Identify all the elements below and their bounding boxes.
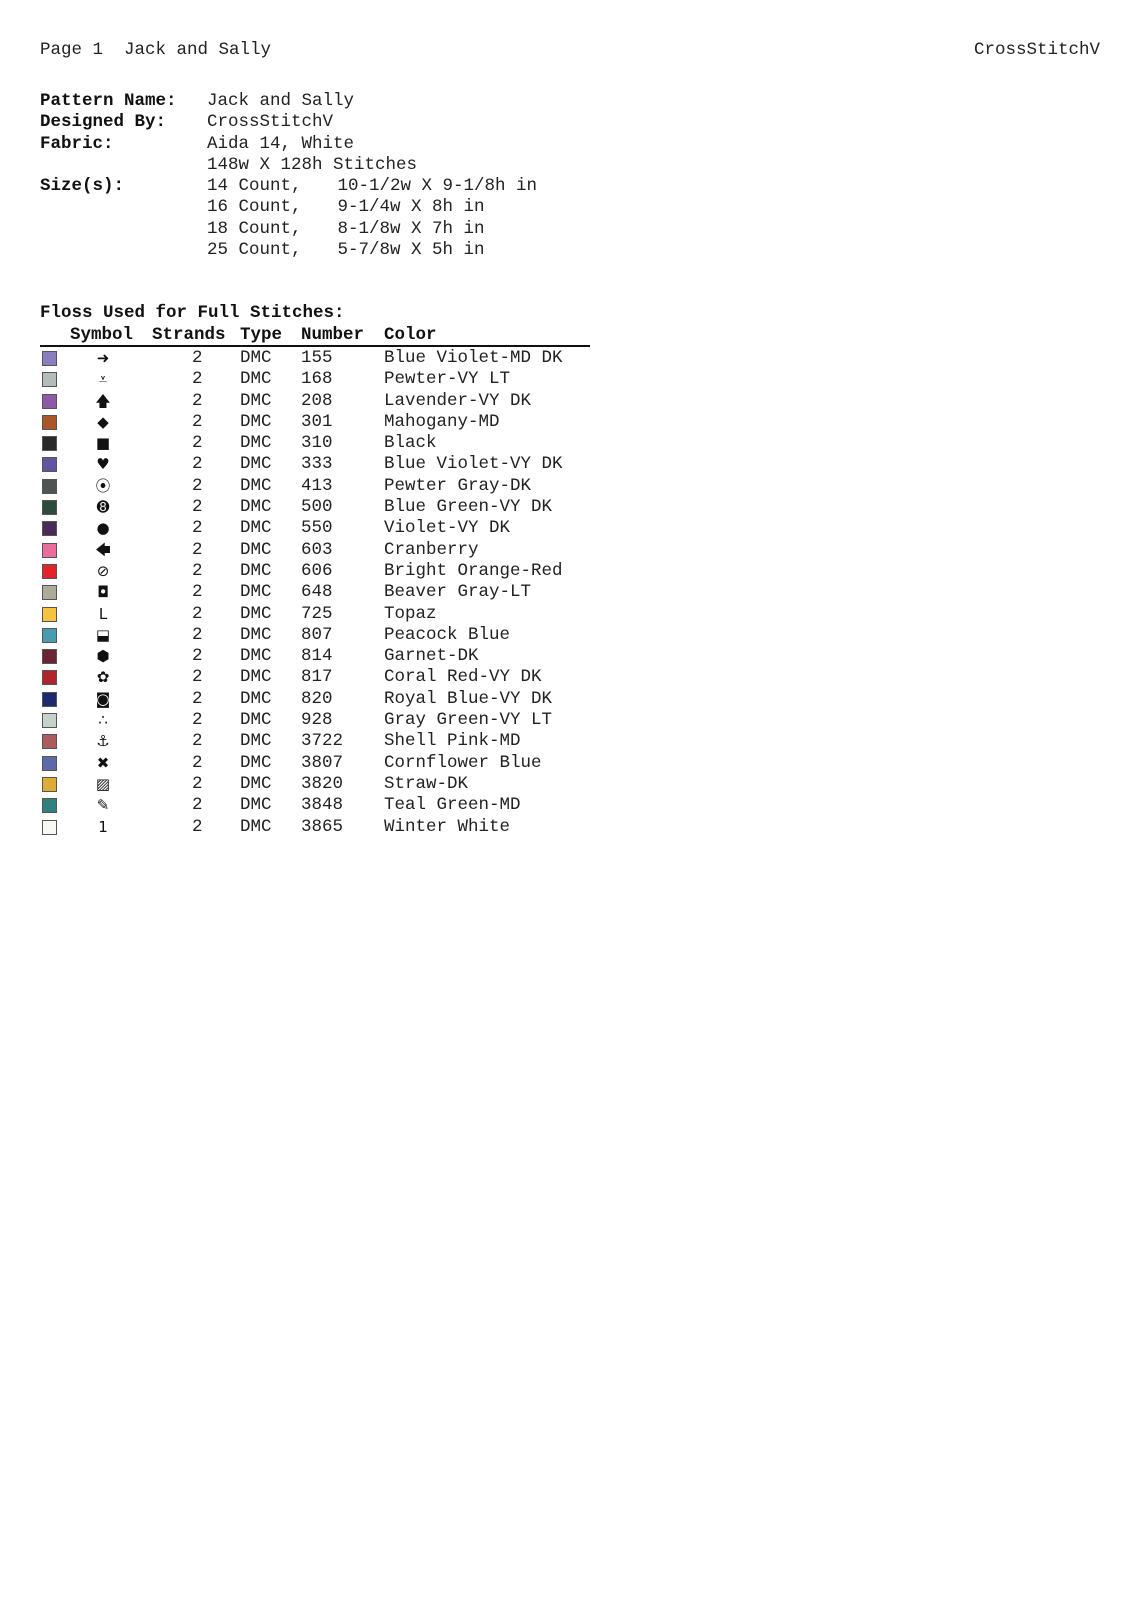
floss-row [40, 540, 590, 561]
number-value: 155 [301, 348, 333, 368]
number-value: 814 [301, 646, 333, 667]
floss-row [40, 433, 590, 454]
floss-row [40, 348, 590, 369]
page-number: Page 1 [40, 40, 104, 60]
strands-value: 2 [192, 688, 203, 709]
header-title: Jack and Sally [124, 40, 272, 60]
designer-row [40, 112, 537, 133]
color-swatch [42, 777, 57, 792]
size-row [40, 219, 537, 240]
star-underline-icon: ⩡ [98, 370, 108, 389]
strands-value: 2 [192, 348, 203, 368]
color-swatch [42, 607, 57, 622]
diamond-icon: ◆ [97, 412, 109, 431]
floss-row [40, 710, 590, 731]
strands-value: 2 [192, 433, 203, 454]
stitches-row [40, 155, 537, 176]
color-swatch [42, 798, 57, 813]
floss-row [40, 795, 590, 816]
color-name: Topaz [384, 603, 437, 624]
type-value: DMC [240, 411, 272, 432]
heart-icon: ♥ [96, 455, 110, 474]
number-value: 500 [301, 497, 333, 518]
number-value: 3722 [301, 731, 344, 752]
color-name: Straw-DK [384, 773, 469, 794]
hatched-square-icon: ▨ [95, 774, 111, 793]
pattern-name-value: Jack and Sally [207, 91, 355, 111]
color-name: Shell Pink-MD [384, 731, 521, 752]
column-header-symbol: Symbol [70, 325, 134, 345]
color-swatch [42, 479, 57, 494]
color-name: Blue Violet-MD DK [384, 348, 563, 368]
color-swatch [42, 351, 57, 366]
size-dimensions: 5-7/8w X 5h in [337, 240, 485, 261]
floss-row [40, 646, 590, 667]
number-value: 606 [301, 560, 333, 581]
circle-icon: ● [96, 519, 110, 538]
strands-value: 2 [192, 582, 203, 603]
arrow-up-icon: 🡅 [95, 391, 111, 410]
type-value: DMC [240, 560, 272, 581]
color-swatch [42, 585, 57, 600]
square-icon: ■ [95, 434, 111, 453]
arrow-left-icon: 🡄 [95, 540, 111, 559]
color-swatch [42, 564, 57, 579]
hexagon-icon: ⬢ [96, 647, 110, 666]
strands-value: 2 [192, 752, 203, 773]
inverse-circle-square-icon: ◙ [95, 689, 111, 708]
floss-row [40, 667, 590, 688]
floss-row [40, 753, 590, 774]
floss-row [40, 689, 590, 710]
slashed-circle-icon: ⊘ [96, 561, 110, 580]
number-value: 413 [301, 475, 333, 496]
fabric-row [40, 134, 537, 155]
color-name: Garnet-DK [384, 646, 479, 667]
color-name: Teal Green-MD [384, 795, 521, 816]
number-value: 3848 [301, 795, 344, 816]
number-value: 725 [301, 603, 333, 624]
stitch-count: 148w X 128h Stitches [207, 154, 418, 175]
type-value: DMC [240, 816, 272, 837]
strands-value: 2 [192, 773, 203, 794]
designer-value: CrossStitchV [207, 112, 334, 133]
number-value: 817 [301, 667, 333, 688]
type-value: DMC [240, 773, 272, 794]
strands-value: 2 [192, 560, 203, 581]
anchor-icon: ⚓ [96, 732, 110, 751]
color-name: Bright Orange-Red [384, 560, 563, 581]
color-name: Cranberry [384, 539, 479, 560]
color-swatch [42, 820, 57, 835]
type-value: DMC [240, 752, 272, 773]
strands-value: 2 [192, 667, 203, 688]
color-name: Winter White [384, 816, 511, 837]
half-square-icon: ⬓ [95, 625, 111, 644]
number-value: 333 [301, 454, 333, 475]
color-name: Peacock Blue [384, 624, 511, 645]
page-header-left [40, 40, 271, 60]
floss-row [40, 582, 590, 603]
pattern-info [40, 91, 537, 261]
floss-table-body [40, 347, 590, 838]
size-row [40, 176, 537, 197]
color-swatch [42, 734, 57, 749]
type-value: DMC [240, 475, 272, 496]
color-swatch [42, 394, 57, 409]
number-value: 820 [301, 688, 333, 709]
size-count: 18 Count, [207, 218, 302, 239]
color-name: Gray Green-VY LT [384, 710, 553, 731]
type-value: DMC [240, 348, 272, 368]
type-value: DMC [240, 582, 272, 603]
number-value: 208 [301, 390, 333, 411]
floss-row [40, 454, 590, 475]
size-dimensions: 10-1/2w X 9-1/8h in [337, 176, 538, 197]
flower-icon: ✿ [96, 668, 110, 687]
floss-table [40, 323, 590, 838]
floss-row [40, 731, 590, 752]
number-value: 807 [301, 624, 333, 645]
column-header-number: Number [301, 325, 365, 345]
type-value: DMC [240, 454, 272, 475]
floss-row [40, 774, 590, 795]
color-name: Blue Violet-VY DK [384, 454, 563, 475]
floss-section-title: Floss Used for Full Stitches: [40, 303, 345, 323]
strands-value: 2 [192, 646, 203, 667]
floss-row [40, 412, 590, 433]
color-swatch [42, 436, 57, 451]
type-value: DMC [240, 369, 272, 390]
color-swatch [42, 713, 57, 728]
color-name: Violet-VY DK [384, 518, 511, 539]
number-value: 603 [301, 539, 333, 560]
type-value: DMC [240, 646, 272, 667]
three-dots-icon: ∴ [98, 711, 108, 730]
color-swatch [42, 628, 57, 643]
type-value: DMC [240, 497, 272, 518]
type-value: DMC [240, 390, 272, 411]
number-value: 3820 [301, 773, 344, 794]
type-value: DMC [240, 731, 272, 752]
floss-row [40, 476, 590, 497]
strands-value: 2 [192, 816, 203, 837]
number-value: 310 [301, 433, 333, 454]
size-label: Size(s): [40, 176, 125, 197]
color-name: Cornflower Blue [384, 752, 542, 773]
size-count: 16 Count, [207, 197, 302, 218]
fabric-value: Aida 14, White [207, 133, 355, 154]
type-value: DMC [240, 667, 272, 688]
floss-row [40, 817, 590, 838]
type-value: DMC [240, 624, 272, 645]
strands-value: 2 [192, 795, 203, 816]
pattern-name-row [40, 91, 537, 112]
size-row [40, 197, 537, 218]
size-row [40, 240, 537, 261]
type-value: DMC [240, 518, 272, 539]
type-value: DMC [240, 795, 272, 816]
ring-icon: ⦿ [95, 476, 111, 495]
type-value: DMC [240, 603, 272, 624]
number-value: 301 [301, 411, 333, 432]
size-count: 14 Count, [207, 176, 302, 197]
floss-row [40, 625, 590, 646]
number-value: 928 [301, 710, 333, 731]
strands-value: 2 [192, 454, 203, 475]
arrow-right-icon: ➜ [96, 349, 110, 367]
floss-row [40, 604, 590, 625]
color-swatch [42, 543, 57, 558]
color-name: Beaver Gray-LT [384, 582, 532, 603]
digit-one-icon: 1 [98, 817, 108, 836]
strands-value: 2 [192, 369, 203, 390]
fabric-label: Fabric: [40, 133, 114, 154]
letter-l-icon: L [98, 604, 108, 623]
x-mark-icon: ✖ [96, 753, 110, 772]
strands-value: 2 [192, 710, 203, 731]
type-value: DMC [240, 710, 272, 731]
color-swatch [42, 521, 57, 536]
color-swatch [42, 500, 57, 515]
floss-row [40, 497, 590, 518]
header-designer: CrossStitchV [973, 40, 1100, 60]
checker-square-icon: ◘ [97, 583, 109, 602]
strands-value: 2 [192, 624, 203, 645]
pencil-icon: ✎ [96, 796, 110, 815]
color-swatch [42, 692, 57, 707]
number-value: 550 [301, 518, 333, 539]
circled-eight-icon: ➑ [96, 498, 110, 517]
strands-value: 2 [192, 497, 203, 518]
type-value: DMC [240, 688, 272, 709]
color-swatch [42, 670, 57, 685]
pattern-name-label: Pattern Name: [40, 91, 177, 111]
size-count: 25 Count, [207, 240, 302, 261]
color-name: Pewter Gray-DK [384, 475, 532, 496]
color-swatch [42, 415, 57, 430]
color-name: Coral Red-VY DK [384, 667, 542, 688]
strands-value: 2 [192, 603, 203, 624]
floss-row [40, 518, 590, 539]
strands-value: 2 [192, 411, 203, 432]
type-value: DMC [240, 433, 272, 454]
number-value: 168 [301, 369, 333, 390]
strands-value: 2 [192, 539, 203, 560]
color-swatch [42, 457, 57, 472]
floss-row [40, 561, 590, 582]
floss-row [40, 391, 590, 412]
color-name: Pewter-VY LT [384, 369, 511, 390]
number-value: 3865 [301, 816, 344, 837]
column-header-color: Color [384, 325, 437, 345]
color-swatch [42, 649, 57, 664]
strands-value: 2 [192, 731, 203, 752]
number-value: 648 [301, 582, 333, 603]
color-swatch [42, 372, 57, 387]
strands-value: 2 [192, 518, 203, 539]
floss-row [40, 369, 590, 390]
color-swatch [42, 756, 57, 771]
column-header-type: Type [240, 325, 283, 345]
designer-label: Designed By: [40, 112, 167, 133]
floss-table-header [40, 323, 590, 347]
strands-value: 2 [192, 475, 203, 496]
number-value: 3807 [301, 752, 344, 773]
column-header-strands: Strands [152, 325, 226, 345]
color-name: Royal Blue-VY DK [384, 688, 553, 709]
color-name: Mahogany-MD [384, 411, 500, 432]
color-name: Black [384, 433, 437, 454]
type-value: DMC [240, 539, 272, 560]
size-dimensions: 9-1/4w X 8h in [337, 197, 485, 218]
color-name: Lavender-VY DK [384, 390, 532, 411]
color-name: Blue Green-VY DK [384, 497, 553, 518]
strands-value: 2 [192, 390, 203, 411]
size-dimensions: 8-1/8w X 7h in [337, 218, 485, 239]
